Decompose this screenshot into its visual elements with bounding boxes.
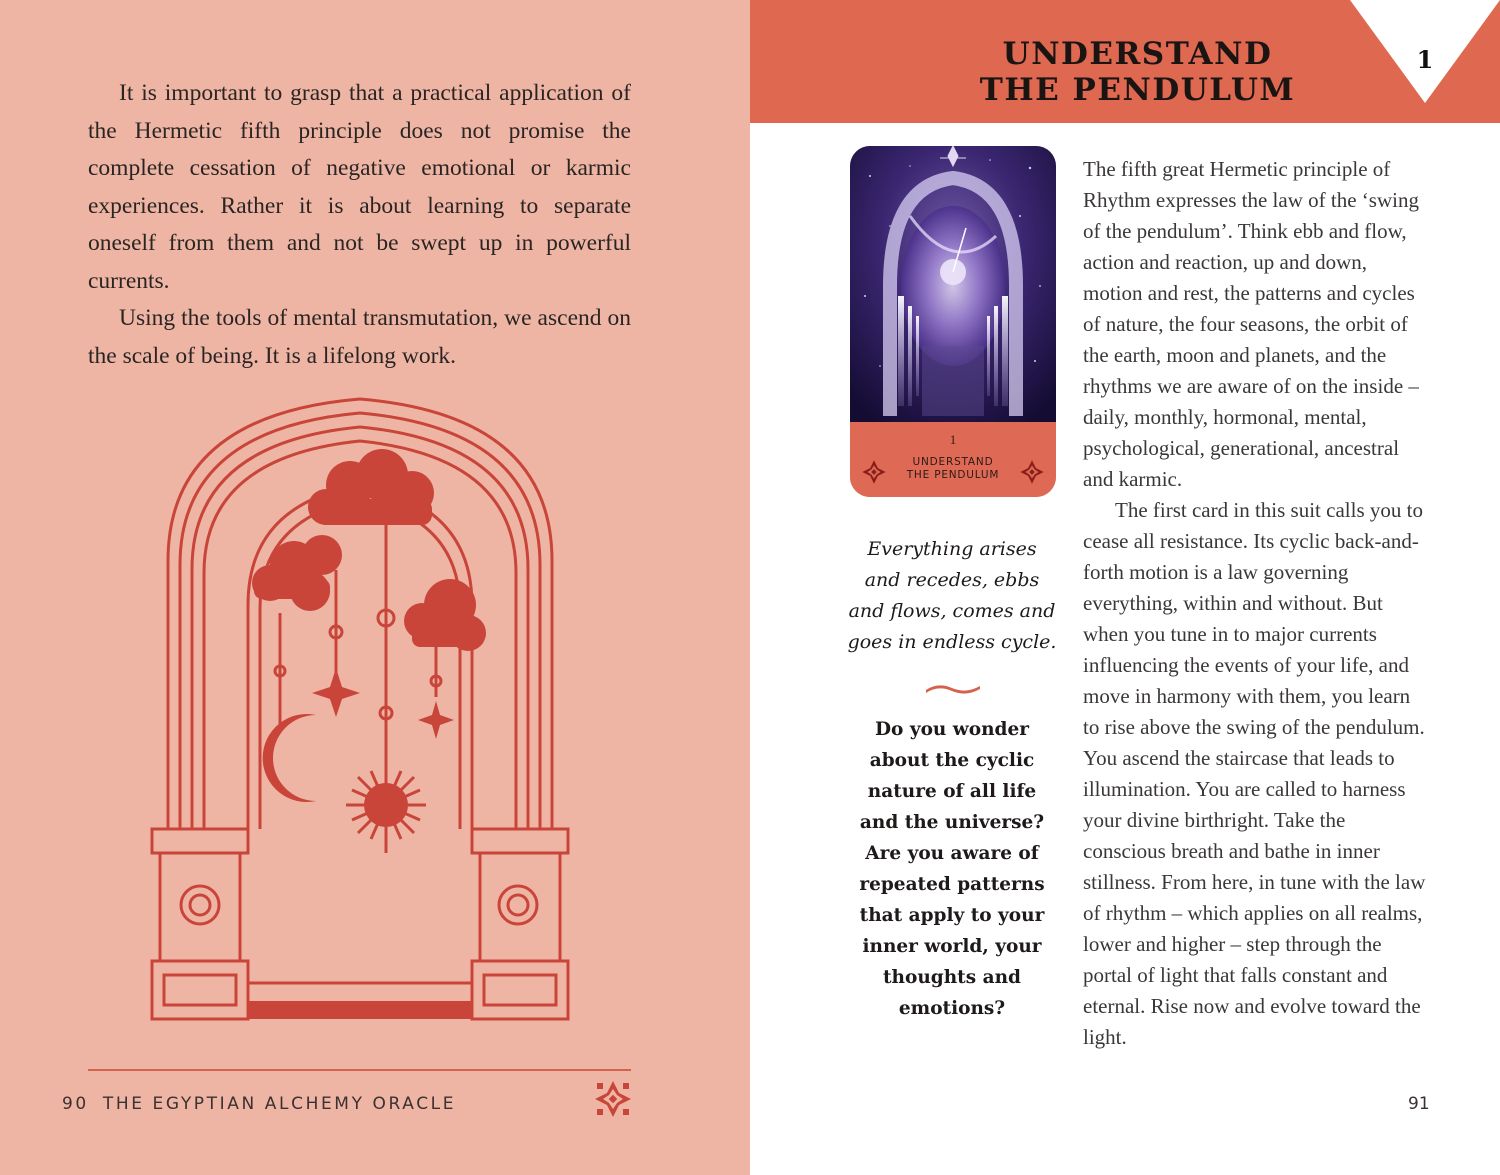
question-line: about the cyclic [869, 750, 1035, 771]
paragraph: It is important to grasp that a practical application of the Hermetic fifth principle does not promise the complete cessation of negative emotional or karmic experiences. Rather it is about learning to separate oneself from them and not be swept up in powerful currents. [88, 80, 631, 294]
card-title [890, 456, 1016, 482]
page-number: 91 [1408, 1094, 1430, 1114]
page-number: 90 [62, 1094, 89, 1114]
left-page-text [88, 75, 631, 375]
affirmation-line: and recedes, ebbs [864, 569, 1040, 591]
swash-divider-icon [924, 680, 982, 696]
body-text [1083, 154, 1428, 1053]
chapter-title-line: UNDERSTAND [1002, 36, 1273, 72]
question-line: thoughts and [883, 967, 1021, 988]
affirmation-line: and flows, comes and [848, 600, 1056, 622]
reflection-question [842, 714, 1062, 1024]
question-line: inner world, your [862, 936, 1042, 957]
book-title: THE EGYPTIAN ALCHEMY ORACLE [102, 1094, 457, 1114]
chapter-title-line: THE PENDULUM [979, 72, 1296, 108]
card-number: 1 [949, 432, 957, 447]
question-line: that apply to your [859, 905, 1045, 926]
chapter-title [970, 36, 1305, 108]
question-line: Do you wonder [875, 719, 1029, 740]
left-footer [62, 1094, 456, 1114]
card-title-line: UNDERSTAND [912, 456, 994, 468]
oracle-card [850, 146, 1056, 497]
question-line: and the universe? [859, 812, 1045, 833]
card-artwork [850, 146, 1056, 422]
affirmation-line: goes in endless cycle. [847, 631, 1057, 653]
paragraph: The first card in this suit calls you to cease all resistance. Its cyclic back-and-forth motion is a law governing everything, within and without. But when you tune in to major currents influencing the events of your life, and move in harmony with them, you learn to rise above the swing of the pendulum. You ascend the staircase that leads to illumination. You are called to harness your divine birthright. Take the conscious breath and bathe in inner stillness. From here, in tune with the law of rhythm – which applies on all realms, lower and higher – step through the portal of light that falls constant and eternal. Rise now and evolve toward the light. [1083, 498, 1426, 1049]
card-title-line: THE PENDULUM [906, 469, 1000, 481]
arch-illustration [150, 395, 570, 1025]
star-ornament-icon [861, 459, 887, 485]
question-line: repeated patterns [859, 874, 1045, 895]
question-line: nature of all life [867, 781, 1037, 802]
affirmation-line: Everything arises [867, 538, 1037, 560]
chapter-card-number: 1 [1416, 45, 1434, 74]
footer-rule [88, 1069, 631, 1071]
star-ornament-icon [1019, 459, 1045, 485]
paragraph: Using the tools of mental transmutation, we ascend on the scale of being. It is a lifelong work. [88, 305, 631, 369]
right-page [750, 0, 1500, 1175]
question-line: emotions? [898, 998, 1006, 1019]
affirmation [842, 534, 1062, 658]
paragraph: The fifth great Hermetic principle of Rhythm expresses the law of the ‘swing of the pendulum’. Think ebb and flow, action and reaction, up and down, motion and rest, the patterns and cycles of nature, the four seasons, the orbit of the earth, moon and planets, and the rhythms we are aware of on the inside – daily, monthly, hormonal, mental, psychological, generational, ancestral and karmic. [1083, 157, 1419, 491]
card-footer [850, 422, 1056, 497]
star-ornament-icon [593, 1079, 633, 1119]
question-line: Are you aware of [865, 843, 1039, 864]
